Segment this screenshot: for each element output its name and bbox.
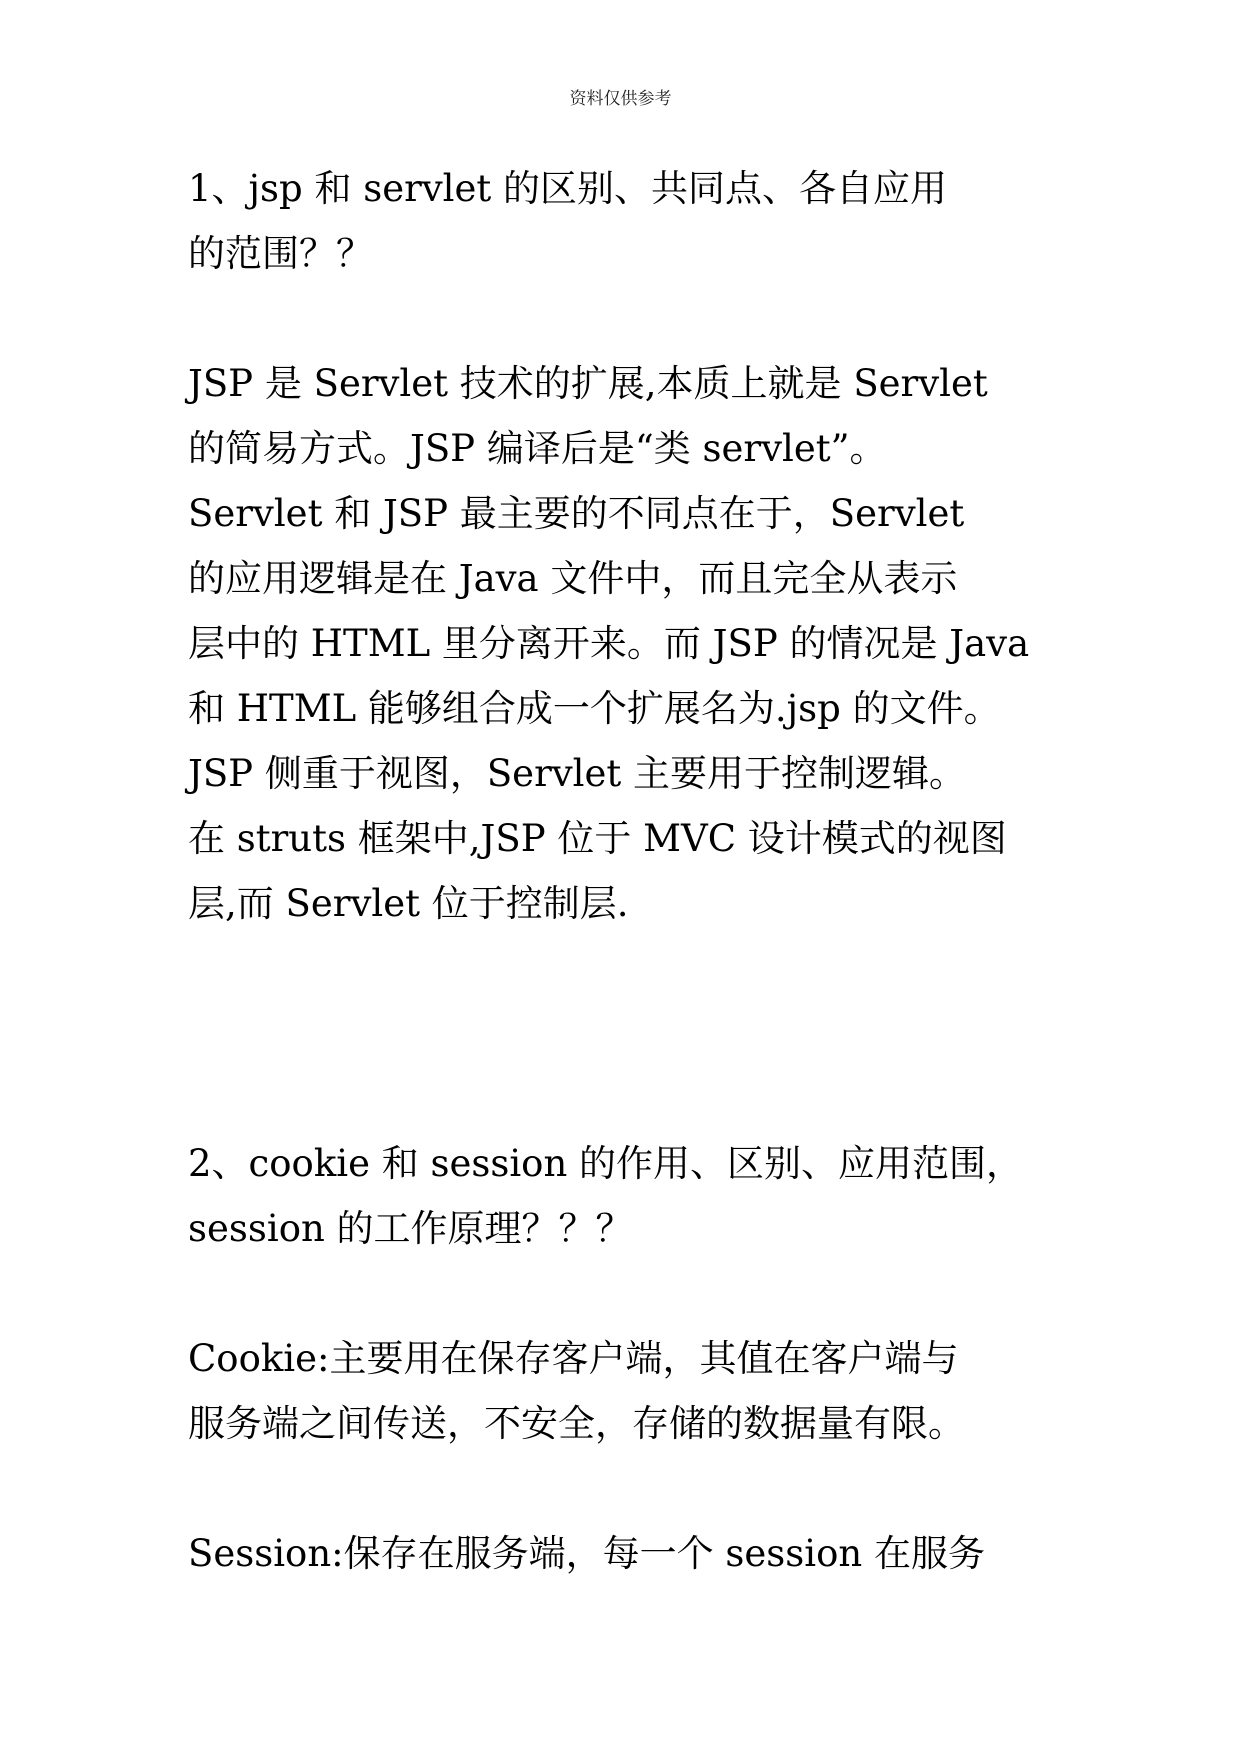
answer-1-line: 层,而 Servlet 位于控制层. — [188, 882, 629, 925]
question-1 — [188, 156, 1088, 286]
session-line: Session:保存在服务端，每一个 session 在服务 — [188, 1532, 985, 1575]
answer-1 — [188, 351, 1088, 936]
answer-1-line: 和 HTML 能够组合成一个扩展名为.jsp 的文件。 — [188, 687, 1001, 730]
answer-2-cookie — [188, 1326, 1088, 1456]
answer-1-line: JSP 侧重于视图，Servlet 主要用于控制逻辑。 — [188, 752, 967, 795]
cookie-line: Cookie:主要用在保存客户端，其值在客户端与 — [188, 1337, 959, 1380]
question-1-line-1: 1、jsp 和 servlet 的区别、共同点、各自应用 — [188, 167, 948, 210]
answer-1-line: JSP 是 Servlet 技术的扩展,本质上就是 Servlet — [188, 362, 988, 405]
answer-1-line: Servlet 和 JSP 最主要的不同点在于，Servlet — [188, 492, 965, 535]
question-2-line-1: 2、cookie 和 session 的作用、区别、应用范围， — [188, 1142, 1024, 1185]
answer-1-line: 的简易方式。JSP 编译后是“类 servlet”。 — [188, 427, 887, 470]
answer-1-line: 的应用逻辑是在 Java 文件中，而且完全从表示 — [188, 557, 958, 600]
cookie-line: 服务端之间传送，不安全，存储的数据量有限。 — [188, 1402, 965, 1445]
spacer — [188, 1456, 1088, 1521]
spacer — [188, 286, 1088, 351]
spacer — [188, 1001, 1088, 1066]
answer-1-line: 层中的 HTML 里分离开来。而 JSP 的情况是 Java — [188, 622, 1030, 665]
answer-2-session — [188, 1521, 1088, 1586]
spacer — [188, 1066, 1088, 1131]
page-header: 资料仅供参考 — [569, 89, 672, 109]
document-body — [188, 156, 1088, 1586]
answer-1-line: 在 struts 框架中,JSP 位于 MVC 设计模式的视图 — [188, 817, 1007, 860]
question-1-line-2: 的范围？？ — [188, 232, 373, 275]
question-2 — [188, 1131, 1088, 1261]
spacer — [188, 936, 1088, 1001]
question-2-line-2: session 的工作原理？？？ — [188, 1207, 633, 1250]
spacer — [188, 1261, 1088, 1326]
